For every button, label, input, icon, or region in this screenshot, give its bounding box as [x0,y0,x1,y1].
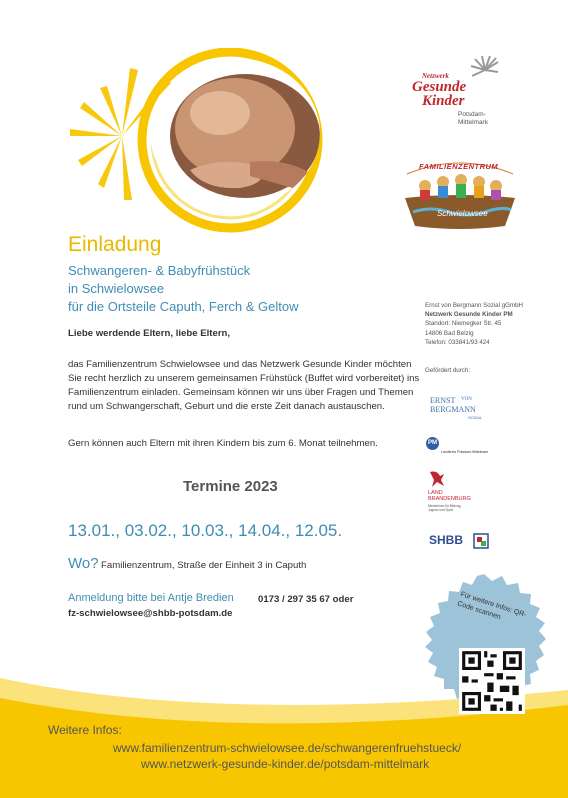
netzwerk-main1: Gesunde [412,79,467,95]
land-text-2: BRANDENBURG [428,496,471,502]
ministry-text-2: Jugend und Sport [428,508,454,512]
where-value: Familienzentrum, Straße der Einheit 3 in Caputh [101,560,307,571]
ministry-text [428,504,461,512]
landkreis-pm-logo [426,437,498,457]
contact-line: Ernst von Bergmann Sozial gGmbH [425,302,524,309]
registration-label: Anmeldung bitte bei Antje Bredien [68,592,234,604]
shbb-mark-icon [473,533,489,549]
qr-hint-text: Für weitere Infos: QR-Code scannen [456,590,528,622]
contact-line: 14806 Bad Belzig [425,329,474,337]
shbb-text: SHBB [429,533,464,547]
netzwerk-sub2: Mittelmark [458,118,488,126]
qr-code[interactable] [459,648,525,714]
registration-phone: 0173 / 297 35 67 oder [258,594,354,605]
evb-text-2: VON [461,397,472,402]
contact-block [425,301,565,347]
netzwerk-top-text: Netzwerk [422,72,449,80]
landkreis-text: Landkreis Potsdam-Mittelmark [441,450,489,454]
netzwerk-sub-text [458,111,488,126]
dates-list: 13.01., 03.02., 10.03., 14.04., 12.05. [68,521,343,540]
evb-text-3: BERGMANN [430,405,476,414]
eagle-icon [426,468,448,490]
intro-paragraph: das Familienzentrum Schwielowsee und das Netzwerk Gesunde Kinder möchten Sie recht herzlich zu unserem gemeinsamen Frühstück (Buffet wird vorbereitet) ins Familienzentrum einladen. Gemeinsam können wir uns über Fragen und Themen rund um Schwangerschaft, Geburt und die erste Zeit danach austauschen. [68,359,420,412]
contact-line: Telefon: 033841/93 424 [425,338,490,346]
page-title: Einladung [68,233,162,256]
land-text-1: LAND [428,490,443,496]
familienzentrum-text: FAMILIENZENTRUM [419,162,499,171]
ernst-von-bergmann-logo [430,396,485,424]
netzwerk-main-text [412,80,466,108]
schwielowsee-text: Schwielowsee [437,209,488,218]
shbb-logo [429,530,491,552]
children-paragraph: Gern können auch Eltern mit ihren Kindern bis zum 6. Monat teilnehmen. [68,438,378,449]
land-text [428,490,471,502]
footer-label: Weitere Infos: [48,723,122,737]
evb-text-4: SOZIAL [468,415,483,420]
dates-heading: Termine 2023 [183,478,278,495]
subtitle-line: in Schwielowsee [68,281,165,296]
netzwerk-swirl-icon [470,56,500,84]
land-brandenburg-logo [426,468,486,516]
netzwerk-main2: Kinder [422,93,465,109]
footer-url-link[interactable]: www.familienzentrum-schwielowsee.de/schwangerenfruehstueck/ [113,741,462,755]
footer-url-link[interactable]: www.netzwerk-gesunde-kinder.de/potsdam-mittelmark [141,757,430,771]
evb-text-1: ERNST [430,396,456,405]
netzwerk-sub1: Potsdam- [458,111,486,118]
belly-photo [150,58,320,208]
familienzentrum-logo [401,152,519,234]
subtitle-line: für die Ortsteile Caputh, Ferch & Geltow [68,299,299,314]
ministry-text-1: Ministerium für Bildung, [428,504,462,508]
registration-email[interactable]: fz-schwielowsee@shbb-potsdam.de [68,608,233,619]
pm-icon: PM [426,437,439,450]
contact-line: Standort: Niemegker Str. 45 [425,320,502,328]
greeting: Liebe werdende Eltern, liebe Eltern, [68,328,231,339]
subtitle-line: Schwangeren- & Babyfrühstück [68,263,251,278]
where-label: Wo? [68,555,99,572]
contact-line: Netzwerk Gesunde Kinder PM [425,311,513,319]
netzwerk-gesunde-kinder-logo [412,56,502,136]
funded-by-label: Gefördert durch: [425,367,471,374]
